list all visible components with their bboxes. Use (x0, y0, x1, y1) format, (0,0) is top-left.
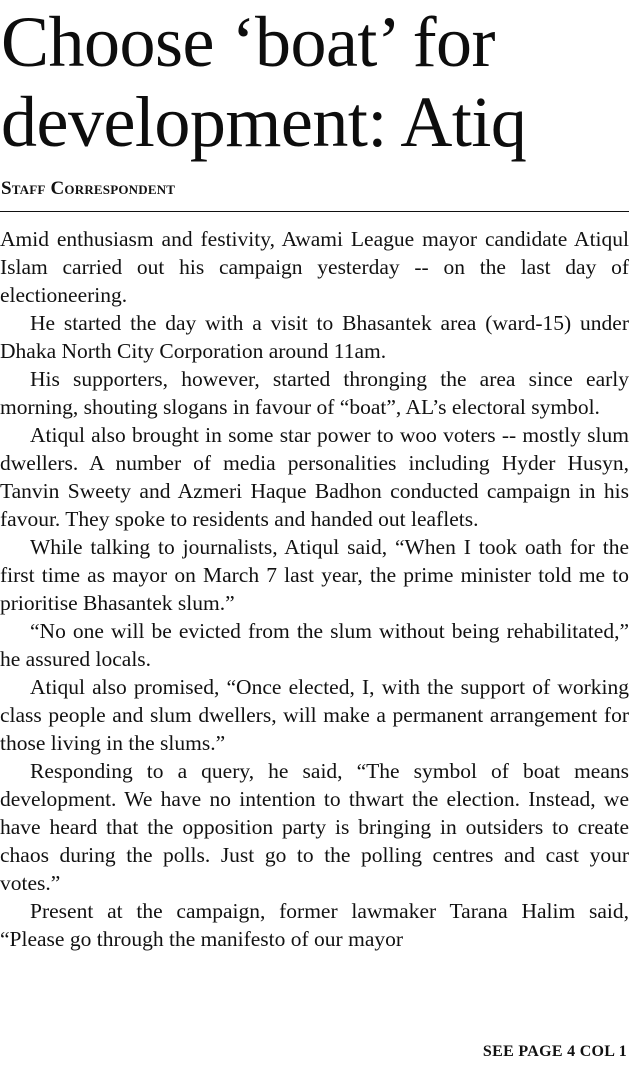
paragraph-8: Responding to a query, he said, “The symbol of boat means development. We have no intention to thwart the election. Instead, we have heard that the opposition party is bringing in outsiders to create chaos during the polls. Just go to the polling centres and cast your votes.” (0, 759, 629, 895)
byline: Staff Correspondent (1, 178, 176, 199)
paragraph-9: Present at the campaign, former lawmaker Tarana Halim said, “Please go through the manifesto of our mayor (0, 899, 629, 951)
paragraph-6: “No one will be evicted from the slum without being rehabilitated,” he assured locals. (0, 619, 629, 671)
continuation-jump-line: SEE PAGE 4 COL 1 (482, 1043, 627, 1060)
paragraph-4: Atiqul also brought in some star power to woo voters -- mostly slum dwellers. A number of media personalities including Hyder Husyn, Tanvin Sweety and Azmeri Haque Badhon conducted campaign in his favour. They spoke to residents and handed out leaflets. (0, 423, 629, 531)
paragraph-3: His supporters, however, started thronging the area since early morning, shouting slogans in favour of “boat”, AL’s electoral symbol. (0, 367, 629, 419)
paragraph-2: He started the day with a visit to Bhasantek area (ward-15) under Dhaka North City Corporation around 11am. (0, 311, 629, 363)
headline (0, 2, 629, 162)
headline-line-1: Choose ‘boat’ for (1, 2, 496, 82)
byline-divider (0, 211, 629, 212)
paragraph-7: Atiqul also promised, “Once elected, I, with the support of working class people and slum dwellers, will make a permanent arrangement for those living in the slums.” (0, 675, 629, 755)
article-body (0, 225, 629, 953)
paragraph-5: While talking to journalists, Atiqul said, “When I took oath for the first time as mayor on March 7 last year, the prime minister told me to prioritise Bhasantek slum.” (0, 535, 629, 615)
paragraph-1: Amid enthusiasm and festivity, Awami League mayor candidate Atiqul Islam carried out his campaign yesterday -- on the last day of electioneering. (0, 227, 629, 307)
headline-line-2: development: Atiq (1, 82, 527, 162)
